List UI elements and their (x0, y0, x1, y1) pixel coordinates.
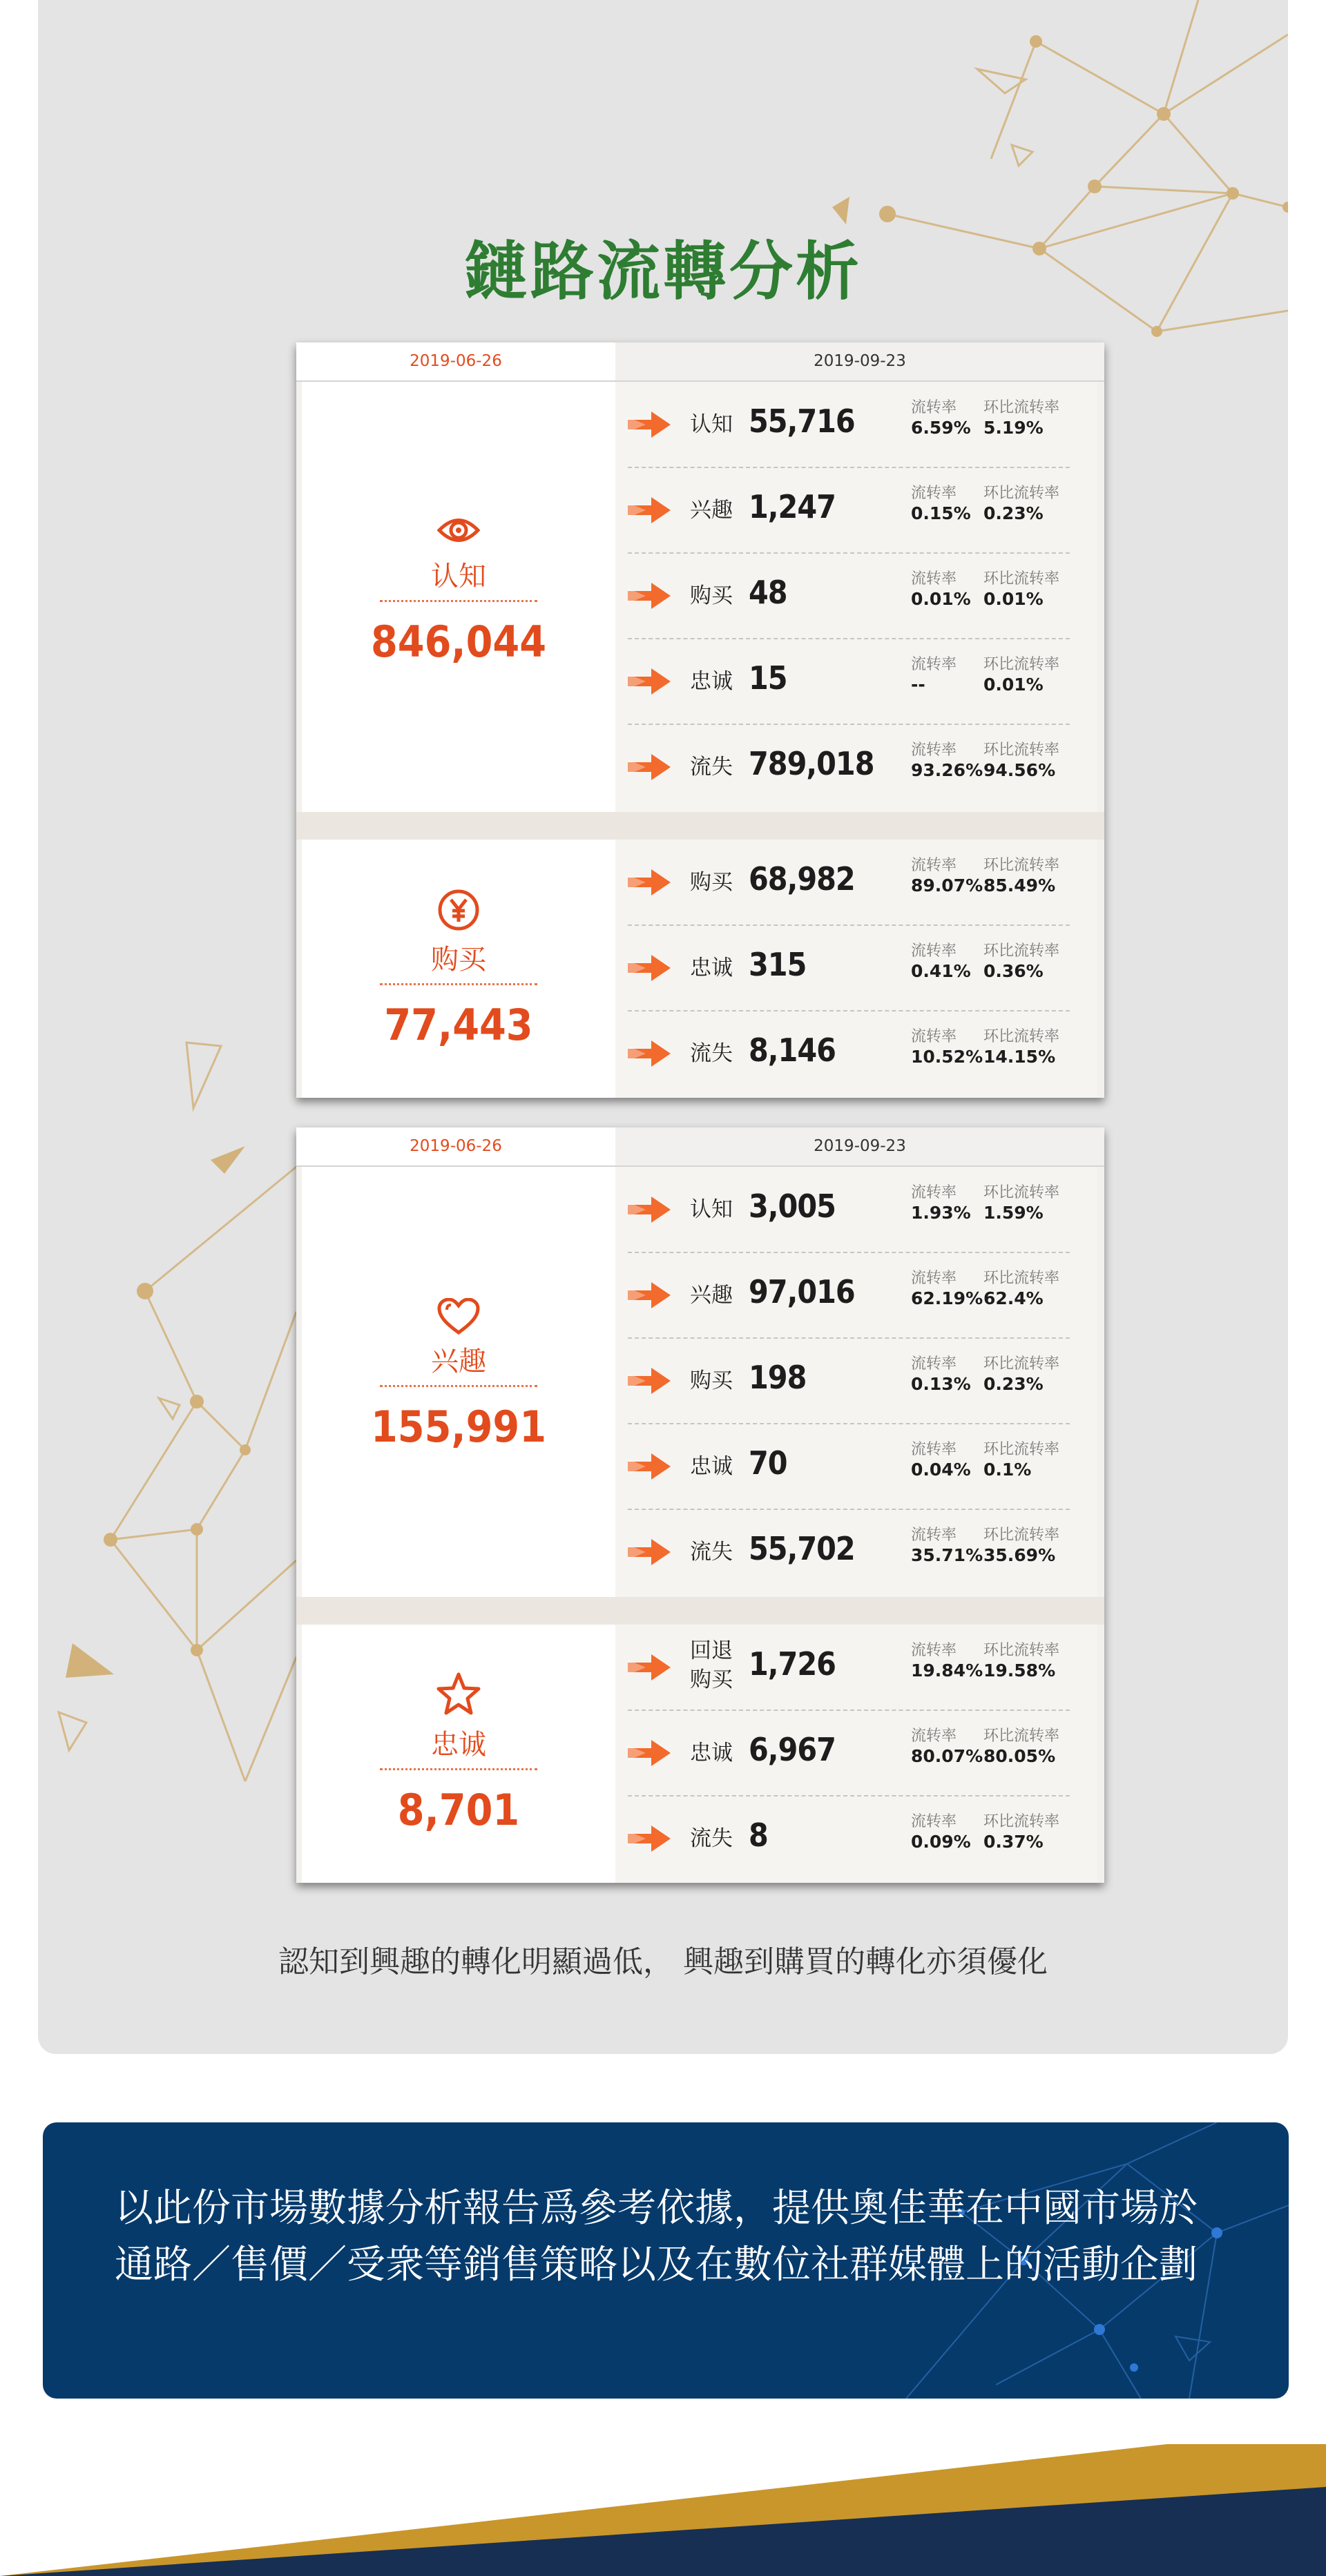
ring-rate-label: 环比流转率 (983, 1527, 1060, 1544)
stage-label: 兴趣 (431, 1346, 486, 1377)
flow-value: 1,726 (749, 1645, 836, 1683)
flow-arrow-icon (628, 583, 671, 609)
ring-rate-label: 环比流转率 (983, 1813, 1060, 1830)
stage-label: 忠诚 (431, 1729, 486, 1761)
flow-target: 忠诚 (690, 956, 733, 980)
flow-value: 55,702 (749, 1530, 855, 1567)
flow-value: 68,982 (749, 860, 855, 898)
flow-value: 8,146 (749, 1032, 836, 1069)
date-end: 2019-09-23 (615, 1127, 1104, 1165)
ring-rate-label: 环比流转率 (983, 1642, 1060, 1659)
ring-rate-value: 0.37% (983, 1832, 1044, 1852)
rate-value: 0.13% (911, 1374, 971, 1394)
section-gap (296, 812, 1104, 840)
rate-label: 流转率 (911, 1727, 957, 1745)
ring-rate-label: 环比流转率 (983, 485, 1060, 502)
flow-value: 198 (749, 1359, 807, 1396)
rate-value: 89.07% (911, 875, 983, 895)
flow-target: 认知 (690, 412, 733, 437)
flow-target: 流失 (690, 1826, 733, 1851)
ring-rate-value: 0.23% (983, 1374, 1044, 1394)
ring-rate-value: 94.56% (983, 760, 1056, 780)
rate-value: 0.41% (911, 961, 971, 981)
stage-section-loyalty (296, 1625, 1104, 1883)
rate-label: 流转率 (911, 1813, 957, 1830)
flow-arrow-icon (628, 1368, 671, 1394)
flow-arrow-icon (628, 1040, 671, 1067)
flow-arrow-icon (628, 1282, 671, 1308)
analysis-caption: 認知到興趣的轉化明顯過低， 興趣到購買的轉化亦須優化 (278, 1944, 1048, 1979)
flow-arrow-icon (628, 1539, 671, 1565)
ring-rate-label: 环比流转率 (983, 1355, 1060, 1373)
ring-rate-label: 环比流转率 (983, 1441, 1060, 1458)
flow-target: 购买 (690, 870, 733, 895)
flow-row (296, 639, 1104, 724)
flow-value: 3,005 (749, 1188, 836, 1225)
analysis-panel (38, 0, 1288, 2054)
flow-value: 15 (749, 659, 787, 697)
flow-value: 8 (749, 1817, 768, 1854)
stage-label: 购买 (431, 944, 486, 976)
stage-label: 认知 (431, 561, 486, 592)
card-header (296, 1127, 1104, 1167)
rate-value: 93.26% (911, 760, 983, 780)
flow-value: 55,716 (749, 403, 855, 440)
ring-rate-label: 环比流转率 (983, 1270, 1060, 1287)
flow-row (296, 724, 1104, 810)
ring-rate-value: 14.15% (983, 1047, 1056, 1067)
rate-value: -- (911, 675, 925, 695)
ring-rate-value: 5.19% (983, 418, 1044, 438)
flow-arrow-icon (628, 1826, 671, 1852)
flow-value: 48 (749, 574, 787, 611)
flow-arrow-icon (628, 411, 671, 438)
stage-total: 155,991 (370, 1402, 547, 1452)
rate-label: 流转率 (911, 942, 957, 960)
rate-label: 流转率 (911, 1270, 957, 1287)
ring-rate-value: 1.59% (983, 1203, 1044, 1223)
ring-rate-value: 0.01% (983, 675, 1044, 695)
flow-target-line-1: 回退 (690, 1638, 733, 1663)
rate-label: 流转率 (911, 1527, 957, 1544)
flow-row (296, 382, 1104, 467)
rate-label: 流转率 (911, 742, 957, 759)
flow-target: 流失 (690, 1540, 733, 1565)
flow-value: 315 (749, 946, 807, 983)
ring-rate-value: 62.4% (983, 1288, 1044, 1308)
flow-row (296, 1011, 1104, 1096)
flow-row (296, 1424, 1104, 1509)
rate-label: 流转率 (911, 656, 957, 673)
flow-row (296, 1252, 1104, 1338)
flow-row (296, 1338, 1104, 1424)
stage-total: 846,044 (370, 617, 547, 667)
flow-arrow-icon (628, 754, 671, 780)
rate-label: 流转率 (911, 570, 957, 588)
rate-value: 1.93% (911, 1203, 971, 1223)
stage-total: 8,701 (397, 1785, 520, 1835)
flow-arrow-icon (628, 1654, 671, 1681)
ring-rate-value: 0.01% (983, 589, 1044, 609)
flow-row (296, 467, 1104, 553)
rate-value: 10.52% (911, 1047, 983, 1067)
flow-value: 789,018 (749, 745, 874, 782)
ring-rate-value: 0.1% (983, 1460, 1032, 1480)
flow-row (296, 1509, 1104, 1595)
flow-target: 购买 (690, 1368, 733, 1393)
flow-arrow-icon (628, 869, 671, 895)
flow-target: 兴趣 (690, 498, 733, 523)
flow-target: 流失 (690, 755, 733, 779)
flow-arrow-icon (628, 1740, 671, 1766)
ring-rate-value: 0.23% (983, 503, 1044, 523)
rate-value: 62.19% (911, 1288, 983, 1308)
ring-rate-value: 80.05% (983, 1746, 1056, 1766)
stage-section-purchase (296, 840, 1104, 1098)
rate-label: 流转率 (911, 857, 957, 874)
ring-rate-value: 85.49% (983, 875, 1056, 895)
ring-rate-label: 环比流转率 (983, 1184, 1060, 1201)
page-title: 鏈路流轉分析 (463, 235, 862, 309)
section-gap (296, 1597, 1104, 1625)
funnel-card-1 (296, 342, 1104, 1098)
flow-value: 6,967 (749, 1731, 836, 1768)
date-start: 2019-06-26 (296, 1127, 615, 1165)
flow-row (296, 1796, 1104, 1881)
rate-value: 80.07% (911, 1746, 983, 1766)
flow-arrow-icon (628, 1197, 671, 1223)
flow-target: 流失 (690, 1041, 733, 1066)
rate-value: 0.09% (911, 1832, 971, 1852)
flow-arrow-icon (628, 668, 671, 695)
card-header (296, 342, 1104, 382)
rate-label: 流转率 (911, 1355, 957, 1373)
ring-rate-label: 环比流转率 (983, 1028, 1060, 1045)
flow-arrow-icon (628, 955, 671, 981)
flow-target: 认知 (690, 1197, 733, 1222)
rate-value: 0.01% (911, 589, 971, 609)
ring-rate-label: 环比流转率 (983, 942, 1060, 960)
date-start: 2019-06-26 (296, 342, 615, 380)
rate-label: 流转率 (911, 1184, 957, 1201)
ring-rate-label: 环比流转率 (983, 1727, 1060, 1745)
rate-label: 流转率 (911, 485, 957, 502)
bottom-stripes-decoration (0, 2444, 1326, 2576)
flow-value: 1,247 (749, 488, 836, 525)
flow-row (296, 1710, 1104, 1796)
flow-row (296, 1167, 1104, 1252)
date-end: 2019-09-23 (615, 342, 1104, 380)
flow-target: 兴趣 (690, 1283, 733, 1308)
ring-rate-label: 环比流转率 (983, 399, 1060, 416)
stage-total: 77,443 (384, 1000, 533, 1050)
flow-value: 97,016 (749, 1273, 855, 1310)
rate-value: 0.04% (911, 1460, 971, 1480)
ring-rate-value: 19.58% (983, 1660, 1056, 1681)
flow-target: 忠诚 (690, 1454, 733, 1479)
flow-target: 忠诚 (690, 1741, 733, 1765)
ring-rate-label: 环比流转率 (983, 656, 1060, 673)
flow-target: 忠诚 (690, 669, 733, 694)
rate-label: 流转率 (911, 1441, 957, 1458)
flow-row (296, 553, 1104, 639)
rate-value: 6.59% (911, 418, 971, 438)
flow-row (296, 925, 1104, 1011)
rate-label: 流转率 (911, 399, 957, 416)
flow-row (296, 1625, 1104, 1710)
ring-rate-label: 环比流转率 (983, 570, 1060, 588)
ring-rate-value: 0.36% (983, 961, 1044, 981)
ring-rate-label: 环比流转率 (983, 742, 1060, 759)
flow-row (296, 840, 1104, 925)
funnel-card-2 (296, 1127, 1104, 1883)
flow-target: 购买 (690, 583, 733, 608)
rate-value: 35.71% (911, 1545, 983, 1565)
summary-banner (43, 2122, 1289, 2399)
rate-label: 流转率 (911, 1028, 957, 1045)
summary-text: 以此份市場數據分析報告爲參考依據，提供奧佳華在中國市場於通路／售價／受衆等銷售策略以及在數位社群媒體上的活動企劃 (115, 2186, 1198, 2287)
stage-section-interest (296, 1167, 1104, 1597)
flow-arrow-icon (628, 497, 671, 523)
flow-value: 70 (749, 1444, 787, 1482)
rate-label: 流转率 (911, 1642, 957, 1659)
ring-rate-label: 环比流转率 (983, 857, 1060, 874)
stage-section-awareness (296, 382, 1104, 812)
flow-target-line-2: 购买 (690, 1667, 733, 1692)
rate-value: 0.15% (911, 503, 971, 523)
rate-value: 19.84% (911, 1660, 983, 1681)
flow-arrow-icon (628, 1453, 671, 1480)
ring-rate-value: 35.69% (983, 1545, 1056, 1565)
